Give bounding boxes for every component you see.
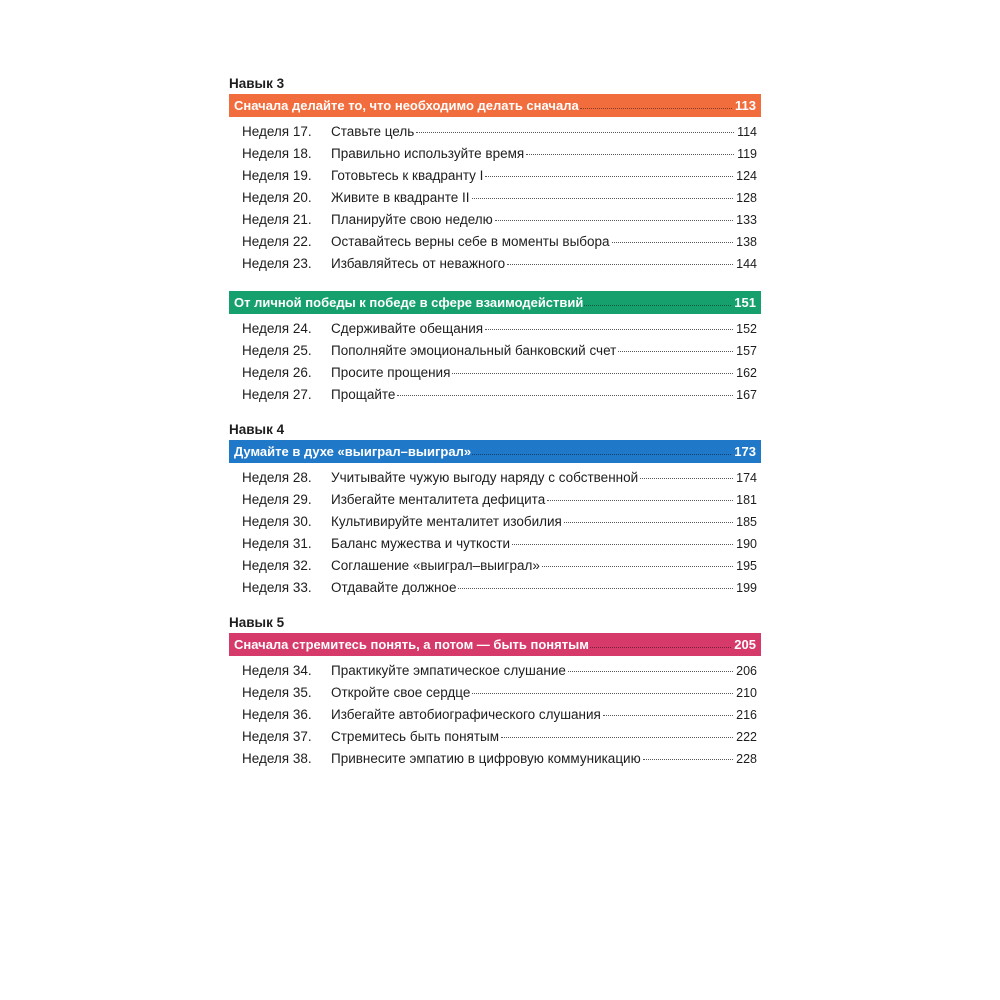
- toc-entry[interactable]: [229, 209, 761, 231]
- entry-title: Откройте свое сердце: [331, 685, 471, 700]
- entry-page-number: 228: [736, 752, 757, 766]
- entry-page-number: 210: [736, 686, 757, 700]
- toc-entry[interactable]: [229, 577, 761, 599]
- toc-entry[interactable]: [229, 340, 761, 362]
- dot-leader: [618, 351, 733, 352]
- dot-leader: [568, 671, 733, 672]
- entry-title: Живите в квадранте II: [331, 190, 470, 205]
- dot-leader: [452, 373, 733, 374]
- entry-title: Ставьте цель: [331, 124, 415, 139]
- entry-page-number: 152: [736, 322, 757, 336]
- entry-page-number: 222: [736, 730, 757, 744]
- entry-title: Баланс мужества и чуткости: [331, 536, 511, 551]
- entry-week: Неделя 36.: [242, 707, 312, 722]
- skill-label: Навык 5: [229, 615, 285, 630]
- entry-title: Избавляйтесь от неважного: [331, 256, 506, 271]
- entry-title: Правильно используйте время: [331, 146, 525, 161]
- section-header-bar[interactable]: [229, 291, 761, 314]
- section-header-bar[interactable]: [229, 633, 761, 656]
- section-header-bar[interactable]: [229, 94, 761, 117]
- section-header-bar[interactable]: [229, 440, 761, 463]
- entry-week: Неделя 30.: [242, 514, 312, 529]
- toc-section: [229, 599, 761, 770]
- toc-entry[interactable]: [229, 318, 761, 340]
- entry-week: Неделя 31.: [242, 536, 312, 551]
- entry-title: Культивируйте менталитет изобилия: [331, 514, 562, 529]
- entry-page-number: 216: [736, 708, 757, 722]
- entry-title: Привнесите эмпатию в цифровую коммуникацию: [331, 751, 641, 766]
- entry-title: Сдерживайте обещания: [331, 321, 484, 336]
- dot-leader: [590, 647, 731, 648]
- toc-entry[interactable]: [229, 231, 761, 253]
- section-spacer: [229, 275, 761, 291]
- dot-leader: [485, 329, 733, 330]
- entry-page-number: 114: [737, 125, 757, 139]
- entry-page-number: 133: [736, 213, 757, 227]
- toc-entry[interactable]: [229, 467, 761, 489]
- toc-section: [229, 275, 761, 406]
- skill-label: Навык 3: [229, 76, 285, 91]
- dot-leader: [397, 395, 733, 396]
- entry-week: Неделя 29.: [242, 492, 312, 507]
- toc-entry[interactable]: [229, 511, 761, 533]
- dot-leader: [643, 759, 733, 760]
- entry-page-number: 119: [737, 147, 757, 161]
- entry-week: Неделя 34.: [242, 663, 312, 678]
- table-of-contents: [229, 76, 761, 770]
- entry-title: Отдавайте должное: [331, 580, 457, 595]
- dot-leader: [472, 198, 734, 199]
- entry-page-number: 138: [736, 235, 757, 249]
- entry-week: Неделя 21.: [242, 212, 312, 227]
- dot-leader: [458, 588, 733, 589]
- toc-entry[interactable]: [229, 489, 761, 511]
- entry-page-number: 190: [736, 537, 757, 551]
- toc-section: [229, 76, 761, 275]
- entry-page-number: 185: [736, 515, 757, 529]
- toc-entry[interactable]: [229, 748, 761, 770]
- dot-leader: [416, 132, 734, 133]
- toc-entry[interactable]: [229, 143, 761, 165]
- entry-week: Неделя 22.: [242, 234, 312, 249]
- entry-week: Неделя 20.: [242, 190, 312, 205]
- section-header-title: Думайте в духе «выиграл–выиграл»: [234, 444, 472, 459]
- toc-entry[interactable]: [229, 362, 761, 384]
- section-spacer: [229, 406, 761, 422]
- section-header-page: 151: [734, 295, 756, 310]
- entry-week: Неделя 38.: [242, 751, 312, 766]
- dot-leader: [472, 693, 733, 694]
- section-header-page: 173: [734, 444, 756, 459]
- entry-week: Неделя 35.: [242, 685, 312, 700]
- toc-entry[interactable]: [229, 704, 761, 726]
- entry-week: Неделя 32.: [242, 558, 312, 573]
- toc-entry[interactable]: [229, 682, 761, 704]
- entry-title: Избегайте менталитета дефицита: [331, 492, 546, 507]
- entry-week: Неделя 27.: [242, 387, 312, 402]
- entry-page-number: 181: [736, 493, 757, 507]
- toc-entry[interactable]: [229, 555, 761, 577]
- toc-entry[interactable]: [229, 187, 761, 209]
- toc-entry[interactable]: [229, 533, 761, 555]
- entry-page-number: 162: [736, 366, 757, 380]
- entry-page-number: 124: [736, 169, 757, 183]
- entry-page-number: 144: [736, 257, 757, 271]
- entry-week: Неделя 19.: [242, 168, 312, 183]
- dot-leader: [526, 154, 734, 155]
- section-header-page: 205: [734, 637, 756, 652]
- entry-title: Стремитесь быть понятым: [331, 729, 499, 744]
- entry-week: Неделя 28.: [242, 470, 312, 485]
- entry-page-number: 157: [736, 344, 757, 358]
- entry-page-number: 174: [736, 471, 757, 485]
- entry-page-number: 206: [736, 664, 757, 678]
- entry-week: Неделя 33.: [242, 580, 312, 595]
- dot-leader: [472, 454, 731, 455]
- entry-title: Учитывайте чужую выгоду наряду с собственной: [331, 470, 639, 485]
- skill-label: Навык 4: [229, 422, 285, 437]
- entry-title: Просите прощения: [331, 365, 451, 380]
- toc-entry[interactable]: [229, 726, 761, 748]
- section-header-title: Сначала делайте то, что необходимо делать сначала: [234, 98, 579, 113]
- entry-week: Неделя 24.: [242, 321, 312, 336]
- entry-page-number: 195: [736, 559, 757, 573]
- dot-leader: [512, 544, 733, 545]
- entry-title: Планируйте свою неделю: [331, 212, 493, 227]
- entry-week: Неделя 23.: [242, 256, 312, 271]
- section-header-title: От личной победы к победе в сфере взаимодействий: [234, 295, 584, 310]
- entry-page-number: 199: [736, 581, 757, 595]
- section-header-title: Сначала стремитесь понять, а потом — быть понятым: [234, 637, 589, 652]
- entry-week: Неделя 18.: [242, 146, 312, 161]
- section-header-page: 113: [735, 98, 756, 113]
- toc-entry[interactable]: [229, 253, 761, 275]
- toc-entry[interactable]: [229, 121, 761, 143]
- entry-week: Неделя 17.: [242, 124, 312, 139]
- dot-leader: [542, 566, 733, 567]
- dot-leader: [564, 522, 733, 523]
- dot-leader: [495, 220, 733, 221]
- dot-leader: [485, 176, 733, 177]
- entry-week: Неделя 25.: [242, 343, 312, 358]
- entry-title: Практикуйте эмпатическое слушание: [331, 663, 566, 678]
- dot-leader: [501, 737, 733, 738]
- dot-leader: [580, 108, 732, 109]
- entry-title: Пополняйте эмоциональный банковский счет: [331, 343, 617, 358]
- toc-entry[interactable]: [229, 384, 761, 406]
- entry-title: Прощайте: [331, 387, 396, 402]
- dot-leader: [507, 264, 733, 265]
- dot-leader: [612, 242, 734, 243]
- entry-title: Избегайте автобиографического слушания: [331, 707, 601, 722]
- dot-leader: [603, 715, 733, 716]
- section-spacer: [229, 599, 761, 615]
- entry-title: Соглашение «выиграл–выиграл»: [331, 558, 540, 573]
- entry-page-number: 128: [736, 191, 757, 205]
- entry-week: Неделя 26.: [242, 365, 312, 380]
- dot-leader: [584, 305, 731, 306]
- dot-leader: [640, 478, 733, 479]
- toc-entry[interactable]: [229, 165, 761, 187]
- entry-page-number: 167: [736, 388, 757, 402]
- toc-entry[interactable]: [229, 660, 761, 682]
- toc-section: [229, 406, 761, 599]
- entry-title: Оставайтесь верны себе в моменты выбора: [331, 234, 610, 249]
- dot-leader: [547, 500, 733, 501]
- entry-week: Неделя 37.: [242, 729, 312, 744]
- entry-title: Готовьтесь к квадранту I: [331, 168, 484, 183]
